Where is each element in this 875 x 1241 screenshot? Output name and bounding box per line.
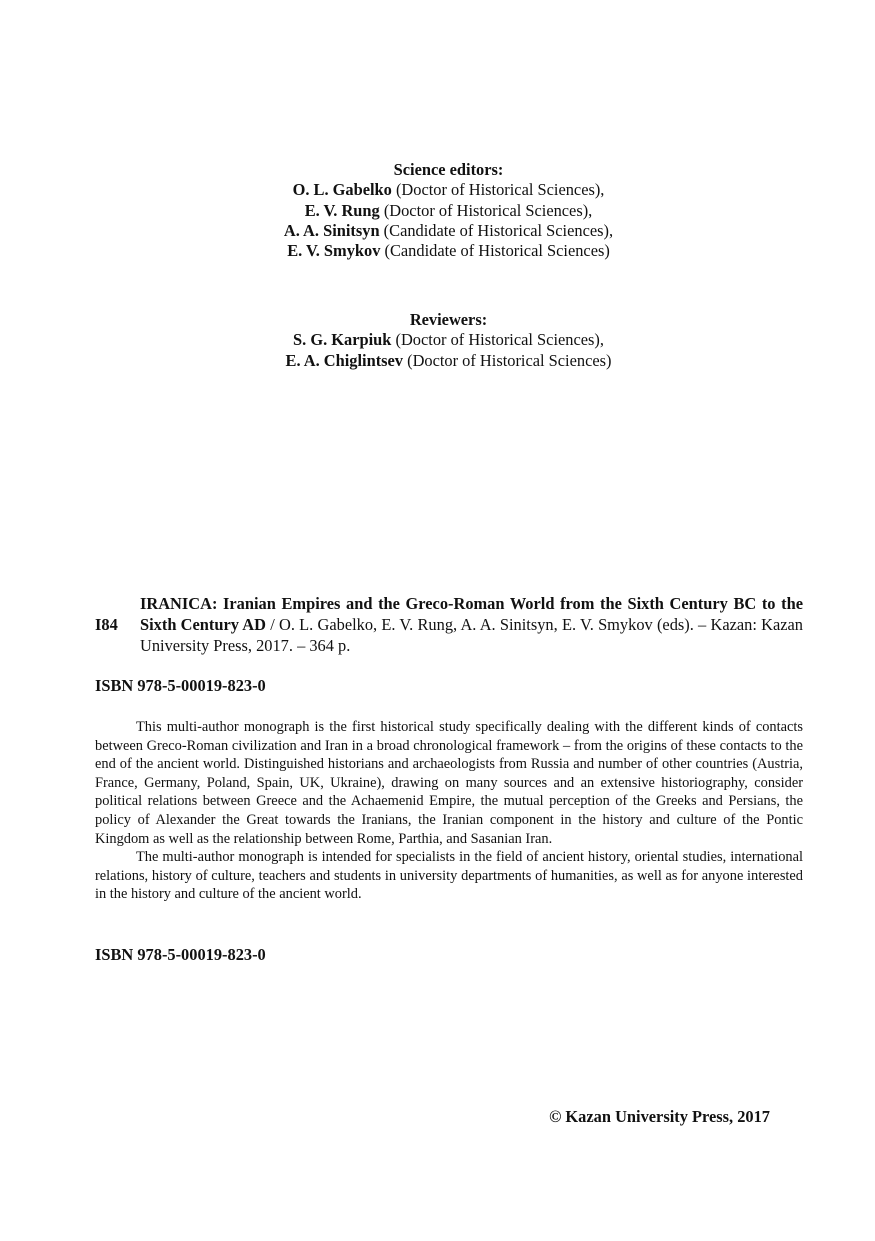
abstract-paragraph: This multi-author monograph is the first historical study specifically dealing with the different kinds of contacts between Greco-Roman civilization and Iran in a broad chronological framework – from the origins of these contacts to the end of the ancient world. Distinguished historians and archaeologists from Russia and number of other countries (Austria, France, Germany, Poland, Spain, UK, Ukraine), drawing on many sources and an extensive historiography, consider political relations between Greece and the Achaemenid Empire, the mutual perception of the Greeks and Persians, the policy of Alexander the Great towards the Iranians, the Iranian component in the history and culture of the Pontic Kingdom as well as the relationship between Rome, Parthia, and Sasanian Iran. bbox=[95, 719, 803, 847]
book-title: IRANICA: Iranian Empires and the Greco-Roman World from the Sixth Century BC to the Sixth Century AD bbox=[140, 594, 803, 634]
reviewers-block bbox=[0, 310, 875, 371]
isbn-top: ISBN 978-5-00019-823-0 bbox=[95, 676, 266, 695]
science-editors-block bbox=[0, 160, 875, 261]
editor-line: O. L. Gabelko (Doctor of Historical Sciences), bbox=[292, 180, 605, 200]
editor-line: E. V. Rung (Doctor of Historical Sciences), bbox=[304, 200, 593, 220]
reviewers-heading: Reviewers: bbox=[409, 310, 488, 329]
abstract-paragraph: The multi-author monograph is intended for specialists in the field of ancient history, oriental studies, international relations, history of culture, teachers and students in university departments of humanities, as well as for anyone interested in the history and culture of the ancient world. bbox=[95, 849, 803, 903]
science-editors-heading: Science editors: bbox=[393, 160, 504, 179]
editor-line: E. V. Smykov (Candidate of Historical Sciences) bbox=[287, 241, 610, 261]
book-details: / O. L. Gabelko, E. V. Rung, A. A. Sinitsyn, E. V. Smykov (eds). – Kazan: Kazan University Press, 2017. – 364 p. bbox=[140, 615, 803, 655]
editor-line: A. A. Sinitsyn (Candidate of Historical Sciences), bbox=[283, 220, 614, 240]
library-code: I84 bbox=[95, 615, 118, 634]
bibliographic-description bbox=[140, 593, 803, 656]
abstract bbox=[95, 718, 803, 904]
catalog-entry bbox=[95, 593, 803, 656]
reviewer-line: S. G. Karpiuk (Doctor of Historical Sciences), bbox=[293, 330, 604, 350]
reviewer-line: E. A. Chiglintsev (Doctor of Historical Sciences) bbox=[285, 350, 612, 370]
isbn-bottom: ISBN 978-5-00019-823-0 bbox=[95, 945, 266, 964]
copyright-notice: © Kazan University Press, 2017 bbox=[549, 1107, 770, 1126]
